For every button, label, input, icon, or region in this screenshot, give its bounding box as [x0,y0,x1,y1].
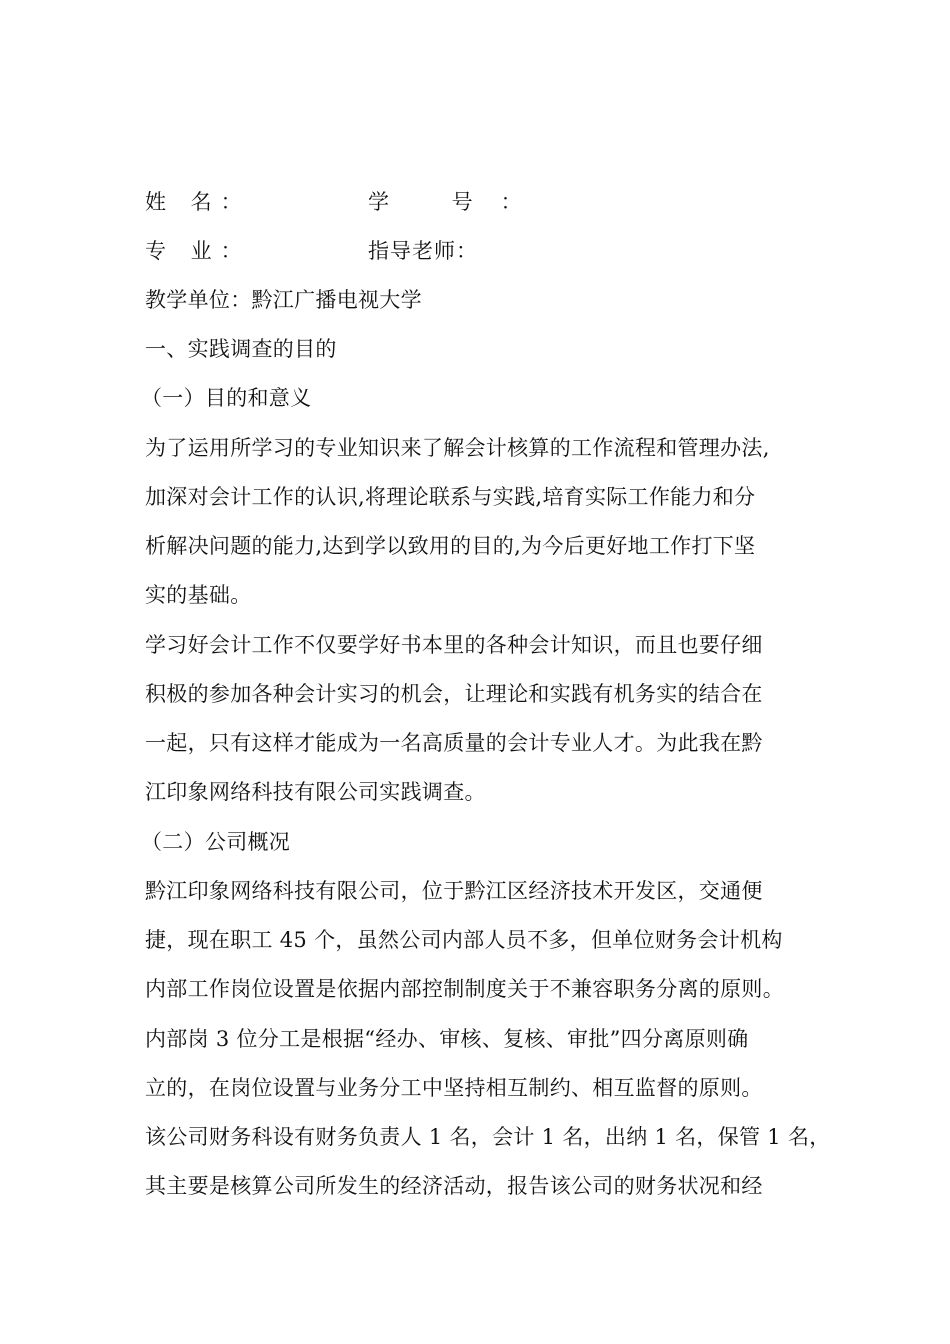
paragraph-line: 该公司财务科设有财务负责人 1 名，会计 1 名，出纳 1 名，保管 1 名， [145,1125,831,1149]
paragraph-line: 一起，只有这样才能成为一名高质量的会计专业人才。为此我在黔 [145,731,763,755]
advisor-label: 指导老师： [368,239,478,263]
paragraph-line: 立的，在岗位设置与业务分工中坚持相互制约、相互监督的原则。 [145,1076,763,1100]
paragraph-line: 其主要是核算公司所发生的经济活动，报告该公司的财务状况和经 [145,1174,763,1198]
paragraph-line: 析解决问题的能力,达到学以致用的目的,为今后更好地工作打下坚 [145,534,756,558]
name-label: 姓 名： [145,190,251,214]
paragraph-line: 黔江印象网络科技有限公司，位于黔江区经济技术开发区，交通便 [145,879,763,903]
paragraph-line: 积极的参加各种会计实习的机会，让理论和实践有机务实的结合在 [145,682,763,706]
student-id-label: 学 号： [368,190,550,214]
paragraph-line: 捷，现在职工 45 个，虽然公司内部人员不多，但单位财务会计机构 [145,928,783,952]
subsection-title: （二）公司概况 [141,830,291,854]
paragraph-line: 学习好会计工作不仅要学好书本里的各种会计知识，而且也要仔细 [145,633,763,657]
subsection-title: （一）目的和意义 [141,386,312,410]
teaching-unit: 教学单位：黔江广播电视大学 [145,288,422,312]
paragraph-line: 内部岗 3 位分工是根据“经办、审核、复核、审批”四分离原则确 [145,1027,749,1051]
paragraph-line: 实的基础。 [145,583,252,607]
paragraph-line: 内部工作岗位设置是依据内部控制制度关于不兼容职务分离的原则。 [145,977,784,1001]
paragraph-line: 江印象网络科技有限公司实践调查。 [145,780,486,804]
paragraph-line: 为了运用所学习的专业知识来了解会计核算的工作流程和管理办法, [145,436,770,460]
major-label: 专 业： [145,239,251,263]
section-title: 一、实践调查的目的 [145,337,337,361]
paragraph-line: 加深对会计工作的认识,将理论联系与实践,培育实际工作能力和分 [145,485,756,509]
